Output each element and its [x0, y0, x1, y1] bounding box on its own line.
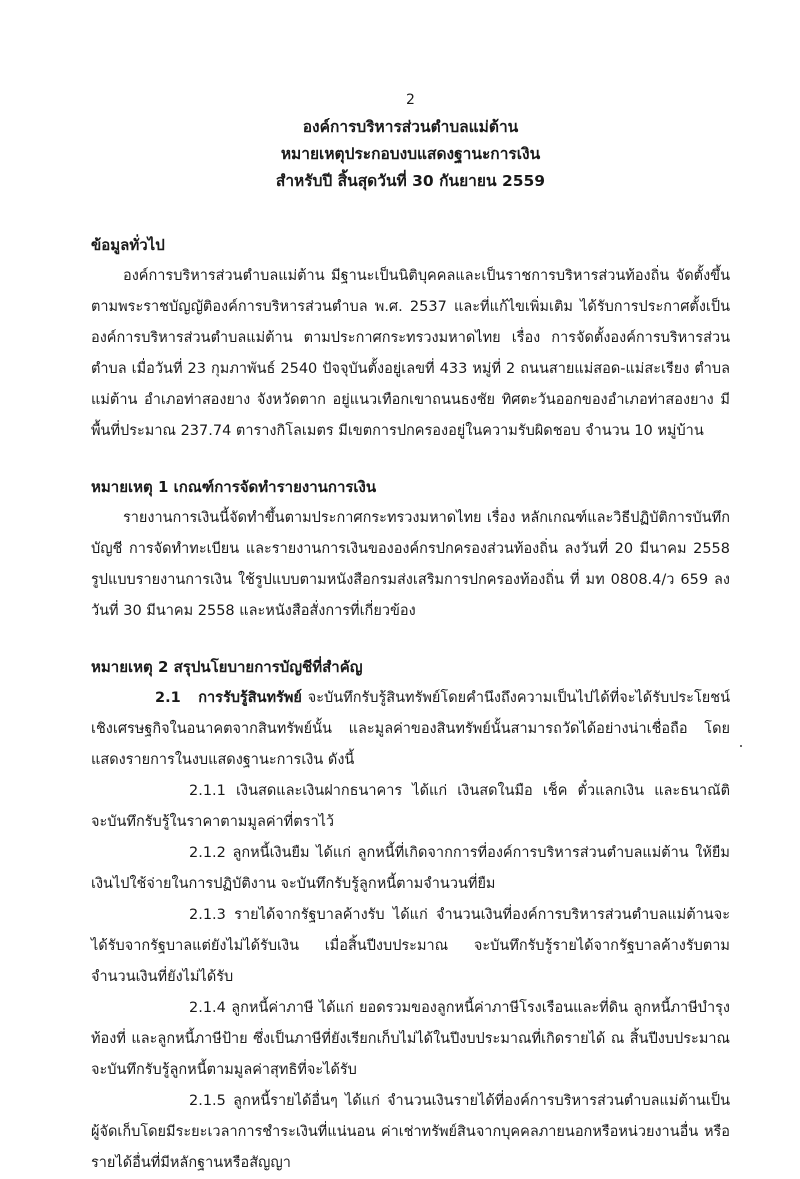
section-2-1-text: จะบันทึกรับรู้สินทรัพย์โดยคำนึงถึงความเป็นไปได้ที่จะได้รับประโยชน์เชิงเศรษฐกิจในอนาคตจากสินทรัพย์นั้น และมูลค่าของสินทรัพย์นั้นสามารถวัดได้อย่างน่าเชื่อถือ โดยแสดงรายการในงบแสดงฐานะการเงิน ดังนี้ [91, 690, 731, 768]
page-number: 2 [406, 92, 415, 108]
section-2-1-number: 2.1 [155, 690, 181, 706]
document-title: หมายเหตุประกอบงบแสดงฐานะการเงิน [280, 145, 541, 163]
scan-speck [740, 745, 742, 747]
note1-paragraph: รายงานการเงินนี้จัดทำขึ้นตามประกาศกระทรวงมหาดไทย เรื่อง หลักเกณฑ์และวิธีปฏิบัติการบันทึกบัญชี การจัดทำทะเบียน และรายงานการเงินขององค์กรปกครองส่วนท้องถิ่น ลงวันที่ 20 มีนาคม 2558 รูปแบบรายงานการเงิน ใช้รูปแบบตามหนังสือกรมส่งเสริมการปกครองท้องถิ่น ที่ มท 0808.4/ว 659 ลงวันที่ 30 มีนาคม 2558 และหนังสือสั่งการที่เกี่ยวข้อง [91, 510, 730, 619]
note1-heading: หมายเหตุ 1 เกณฑ์การจัดทำรายงานการเงิน [91, 478, 377, 496]
period-title: สำหรับปี สิ้นสุดวันที่ 30 กันยายน 2559 [275, 172, 546, 190]
section-2-1-title: การรับรู้สินทรัพย์ [198, 690, 302, 706]
item-2-1-5: 2.1.5 ลูกหนี้รายได้อื่นๆ ได้แก่ จำนวนเงินรายได้ที่องค์การบริหารส่วนตำบลแม่ต้านเป็นผู้จัดเก็บโดยมีระยะเวลาการชำระเงินที่แน่นอน ค่าเช่าทรัพย์สินจากบุคคลภายนอกหรือหน่วยงานอื่น หรือรายได้อื่นที่มีหลักฐานหรือสัญญา [91, 1093, 730, 1171]
general-info-heading: ข้อมูลทั่วไป [91, 236, 165, 254]
item-2-1-4: 2.1.4 ลูกหนี้ค่าภาษี ได้แก่ ยอดรวมของลูกหนี้ค่าภาษีโรงเรือนและที่ดิน ลูกหนี้ภาษีบำรุงท้องที่ และลูกหนี้ภาษีป้าย ซึ่งเป็นภาษีที่ยังเรียกเก็บไม่ได้ในปีงบประมาณที่เกิดรายได้ ณ สิ้นปีงบประมาณ จะบันทึกรับรู้ลูกหนี้ตามมูลค่าสุทธิที่จะได้รับ [91, 1000, 730, 1078]
general-info-paragraph: องค์การบริหารส่วนตำบลแม่ต้าน มีฐานะเป็นนิติบุคคลและเป็นราชการบริหารส่วนท้องถิ่น จัดตั้งขึ้นตามพระราชบัญญัติองค์การบริหารส่วนตำบล พ.ศ. 2537 และที่แก้ไขเพิ่มเติม ได้รับการประกาศตั้งเป็นองค์การบริหารส่วนตำบลแม่ต้าน ตามประกาศกระทรวงมหาดไทย เรื่อง การจัดตั้งองค์การบริหารส่วนตำบล เมื่อวันที่ 23 กุมภาพันธ์ 2540 ปัจจุบันตั้งอยู่เลขที่ 433 หมู่ที่ 2 ถนนสายแม่สอด-แม่สะเรียง ตำบลแม่ต้าน อำเภอท่าสองยาง จังหวัดตาก อยู่แนวเทือกเขาถนนธงชัย ทิศตะวันออกของอำเภอท่าสองยาง มีพื้นที่ประมาณ 237.74 ตารางกิโลเมตร มีเขตการปกครองอยู่ในความรับผิดชอบ จำนวน 10 หมู่บ้าน [91, 268, 730, 439]
org-name-title: องค์การบริหารส่วนตำบลแม่ต้าน [302, 118, 519, 136]
document-title-block [91, 114, 730, 195]
item-2-1-1: 2.1.1 เงินสดและเงินฝากธนาคาร ได้แก่ เงินสดในมือ เช็ค ตั๋วแลกเงิน และธนาณัติ จะบันทึกรับรู้ในราคาตามมูลค่าที่ตราไว้ [91, 783, 730, 830]
item-2-1-3: 2.1.3 รายได้จากรัฐบาลค้างรับ ได้แก่ จำนวนเงินที่องค์การบริหารส่วนตำบลแม่ต้านจะได้รับจากรัฐบาลแต่ยังไม่ได้รับเงิน เมื่อสิ้นปีงบประมาณ จะบันทึกรับรู้รายได้จากรัฐบาลค้างรับตามจำนวนเงินที่ยังไม่ได้รับ [91, 907, 730, 985]
section-2-1-paragraph [91, 683, 730, 776]
note2-heading: หมายเหตุ 2 สรุปนโยบายการบัญชีที่สำคัญ [91, 658, 363, 676]
item-2-1-2: 2.1.2 ลูกหนี้เงินยืม ได้แก่ ลูกหนี้ที่เกิดจากการที่องค์การบริหารส่วนตำบลแม่ต้าน ให้ยืมเงินไปใช้จ่ายในการปฏิบัติงาน จะบันทึกรับรู้ลูกหนี้ตามจำนวนที่ยืม [91, 845, 730, 892]
